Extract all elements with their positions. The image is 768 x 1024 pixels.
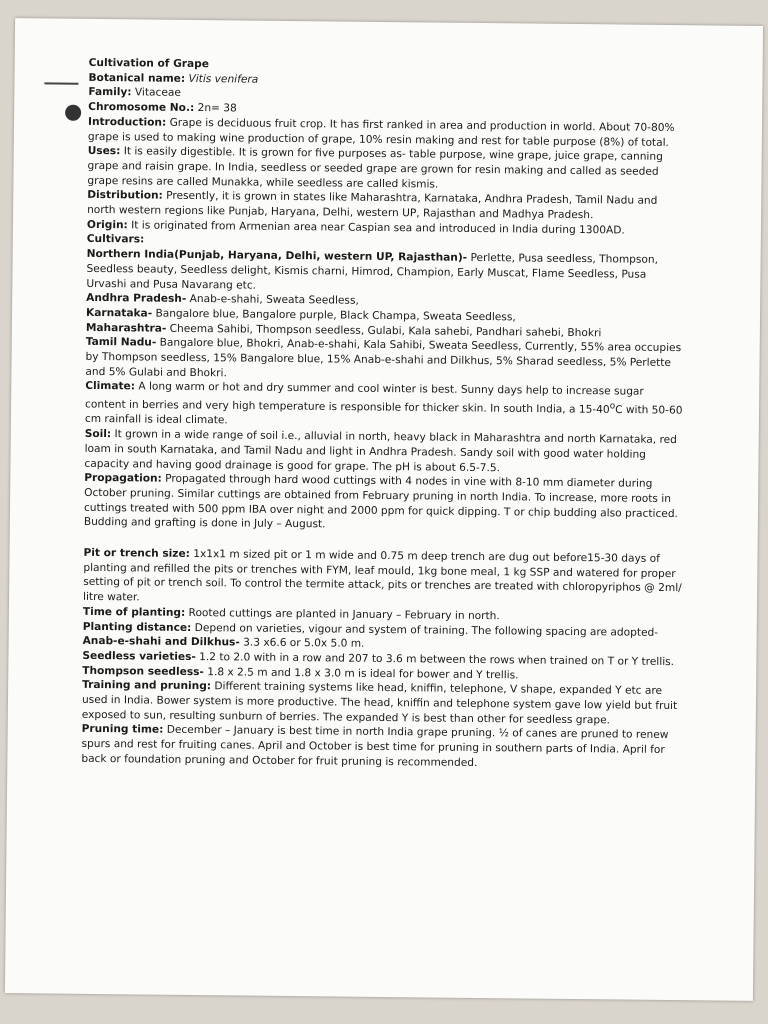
training-and-pruning: Training and pruning: Different training systems like head, kniffin, telephone, V shape, expanded Y etc are used in India. Bower system is more productive. The head, kniffin and telephone system gave low yield but fruit exposed to sun, resulting sunburn of berries. The expanded Y is best than other for seedless grape.: [81, 679, 678, 727]
cultivars-heading: Cultivars:: [86, 233, 145, 246]
introduction: Introduction: Grape is deciduous fruit crop. It has first ranked in area and production in world. About 70-80% grape is used to making wine production of grape, 10% resin making and rest for table purpose (8%) of total.: [87, 115, 675, 149]
distribution: Distribution: Presently, it is grown in states like Maharashtra, Karnataka, Andhra Pradesh, Tamil Nadu and north western regions like Punjab, Haryana, Delhi, western UP, Rajasthan and Madhya Pradesh.: [87, 189, 658, 222]
family: Family: Vitaceae: [88, 86, 181, 100]
soil: Soil: It grown in a wide range of soil i.e., alluvial in north, heavy black in Maharashtra and north Karnataka, red loam in south Karnataka, and Tamil Nadu and light in Andhra Pradesh. Sandy soil with good water holding capacity and having good drainage is good for grape. The pH is about 6.5-7.5.: [84, 427, 677, 474]
cultivar-karnataka: Karnataka- Bangalore blue, Bangalore purple, Black Champa, Sweata Seedless,: [85, 306, 516, 324]
cultivar-maharashtra: Maharashtra- Cheema Sahibi, Thompson seedless, Gulabi, Kala sahebi, Pandhari sahebi, Bhokri: [85, 321, 602, 339]
uses: Uses: It is easily digestible. It is grown for five purposes as- table purpose, wine grape, juice grape, canning grape and raisin grape. In India, seedless or seeded grape are grown for resin making and called as seeded grape resins are called Munakka, while seedless are called kismis.: [87, 145, 663, 191]
propagation: Propagation: Propagated through hard wood cuttings with 4 nodes in vine with 8-10 mm diameter during October pruning. Similar cuttings are obtained from February pruning in north India. To increase, more roots in cuttings treated with 500 ppm IBA over night and 2000 ppm for quick dipping. T or chip budding also practiced. Budding and grafting is done in July – August.: [83, 472, 679, 531]
chromosome-number: Chromosome No.: 2n= 38: [88, 100, 237, 115]
origin: Origin: It is originated from Armenian area near Caspian sea and introduced in India during 1300AD.: [86, 218, 625, 237]
botanical-name: Botanical name: Vitis venifera: [88, 71, 259, 86]
cultivar-north-india: Northern India(Punjab, Haryana, Delhi, western UP, Rajasthan)- Perlette, Pusa seedless, Thompson, Seedless beauty, Seedless delight, Kismis charni, Himrod, Champion, Early Muscat, Flame Seedless, Pusa Urvashi and Pusa Navarang etc.: [86, 248, 659, 292]
planting-distance: Planting distance: Depend on varieties, vigour and system of training. The following spacing are adopted-: [82, 620, 659, 639]
doc-title: Cultivation of Grape: [88, 56, 210, 71]
spacing-seedless: Seedless varieties- 1.2 to 2.0 with in a row and 207 to 3.6 m between the rows when trained on T or Y trellis.: [82, 649, 675, 668]
pruning-time: Pruning time: December – January is best time in north India grape pruning. ½ of canes are pruned to renew spurs and rest for fruiting canes. April and October is best time for pruning in southern parts of India. April for back or foundation pruning and October for fruit pruning is recommended.: [81, 723, 669, 769]
punch-hole: [65, 105, 81, 121]
margin-mark: [44, 82, 78, 84]
cultivar-tamil-nadu: Tamil Nadu- Bangalore blue, Bhokri, Anab-e-shahi, Kala Sahibi, Sweata Seedless, Currently, 55% area occupies by Thompson seedless, 15% Bangalore blue, 15% Anab-e-shahi and Dilkhus, 5% Sharad seedless, 5% Perlette and 5% Gulabi and Bhokri.: [85, 336, 682, 380]
pit-size: Pit or trench size: 1x1x1 m sized pit or 1 m wide and 0.75 m deep trench are dug out before15-30 days of planting and refilled the pits or trenches with FYM, leaf mould, 1kg bone meal, 1 kg SSP and watered for proper setting of pit or trench soil. To control the termite attack, pits or trenches are treated with chloropyriphos @ 2ml/ litre water.: [83, 546, 682, 604]
document-body: [81, 56, 688, 773]
cultivar-andhra-pradesh: Andhra Pradesh- Anab-e-shahi, Sweata Seedless,: [86, 292, 359, 307]
time-of-planting: Time of planting: Rooted cuttings are planted in January – February in north.: [82, 605, 500, 623]
document-page: [5, 18, 763, 1001]
climate: Climate: A long warm or hot and dry summer and cool winter is best. Sunny days help to increase sugar content in berries and very high temperature is responsible for thicker skin. In south India, a 15-40$^o$C with 50-60 cm rainfall is ideal climate.: [84, 380, 683, 427]
spacing-anab-e-shahi: Anab-e-shahi and Dilkhus- 3.3 x6.6 or 5.0x 5.0 m.: [82, 635, 365, 651]
spacing-thompson: Thompson seedless- 1.8 x 2.5 m and 1.8 x 3.0 m is ideal for bower and Y trellis.: [82, 664, 519, 682]
